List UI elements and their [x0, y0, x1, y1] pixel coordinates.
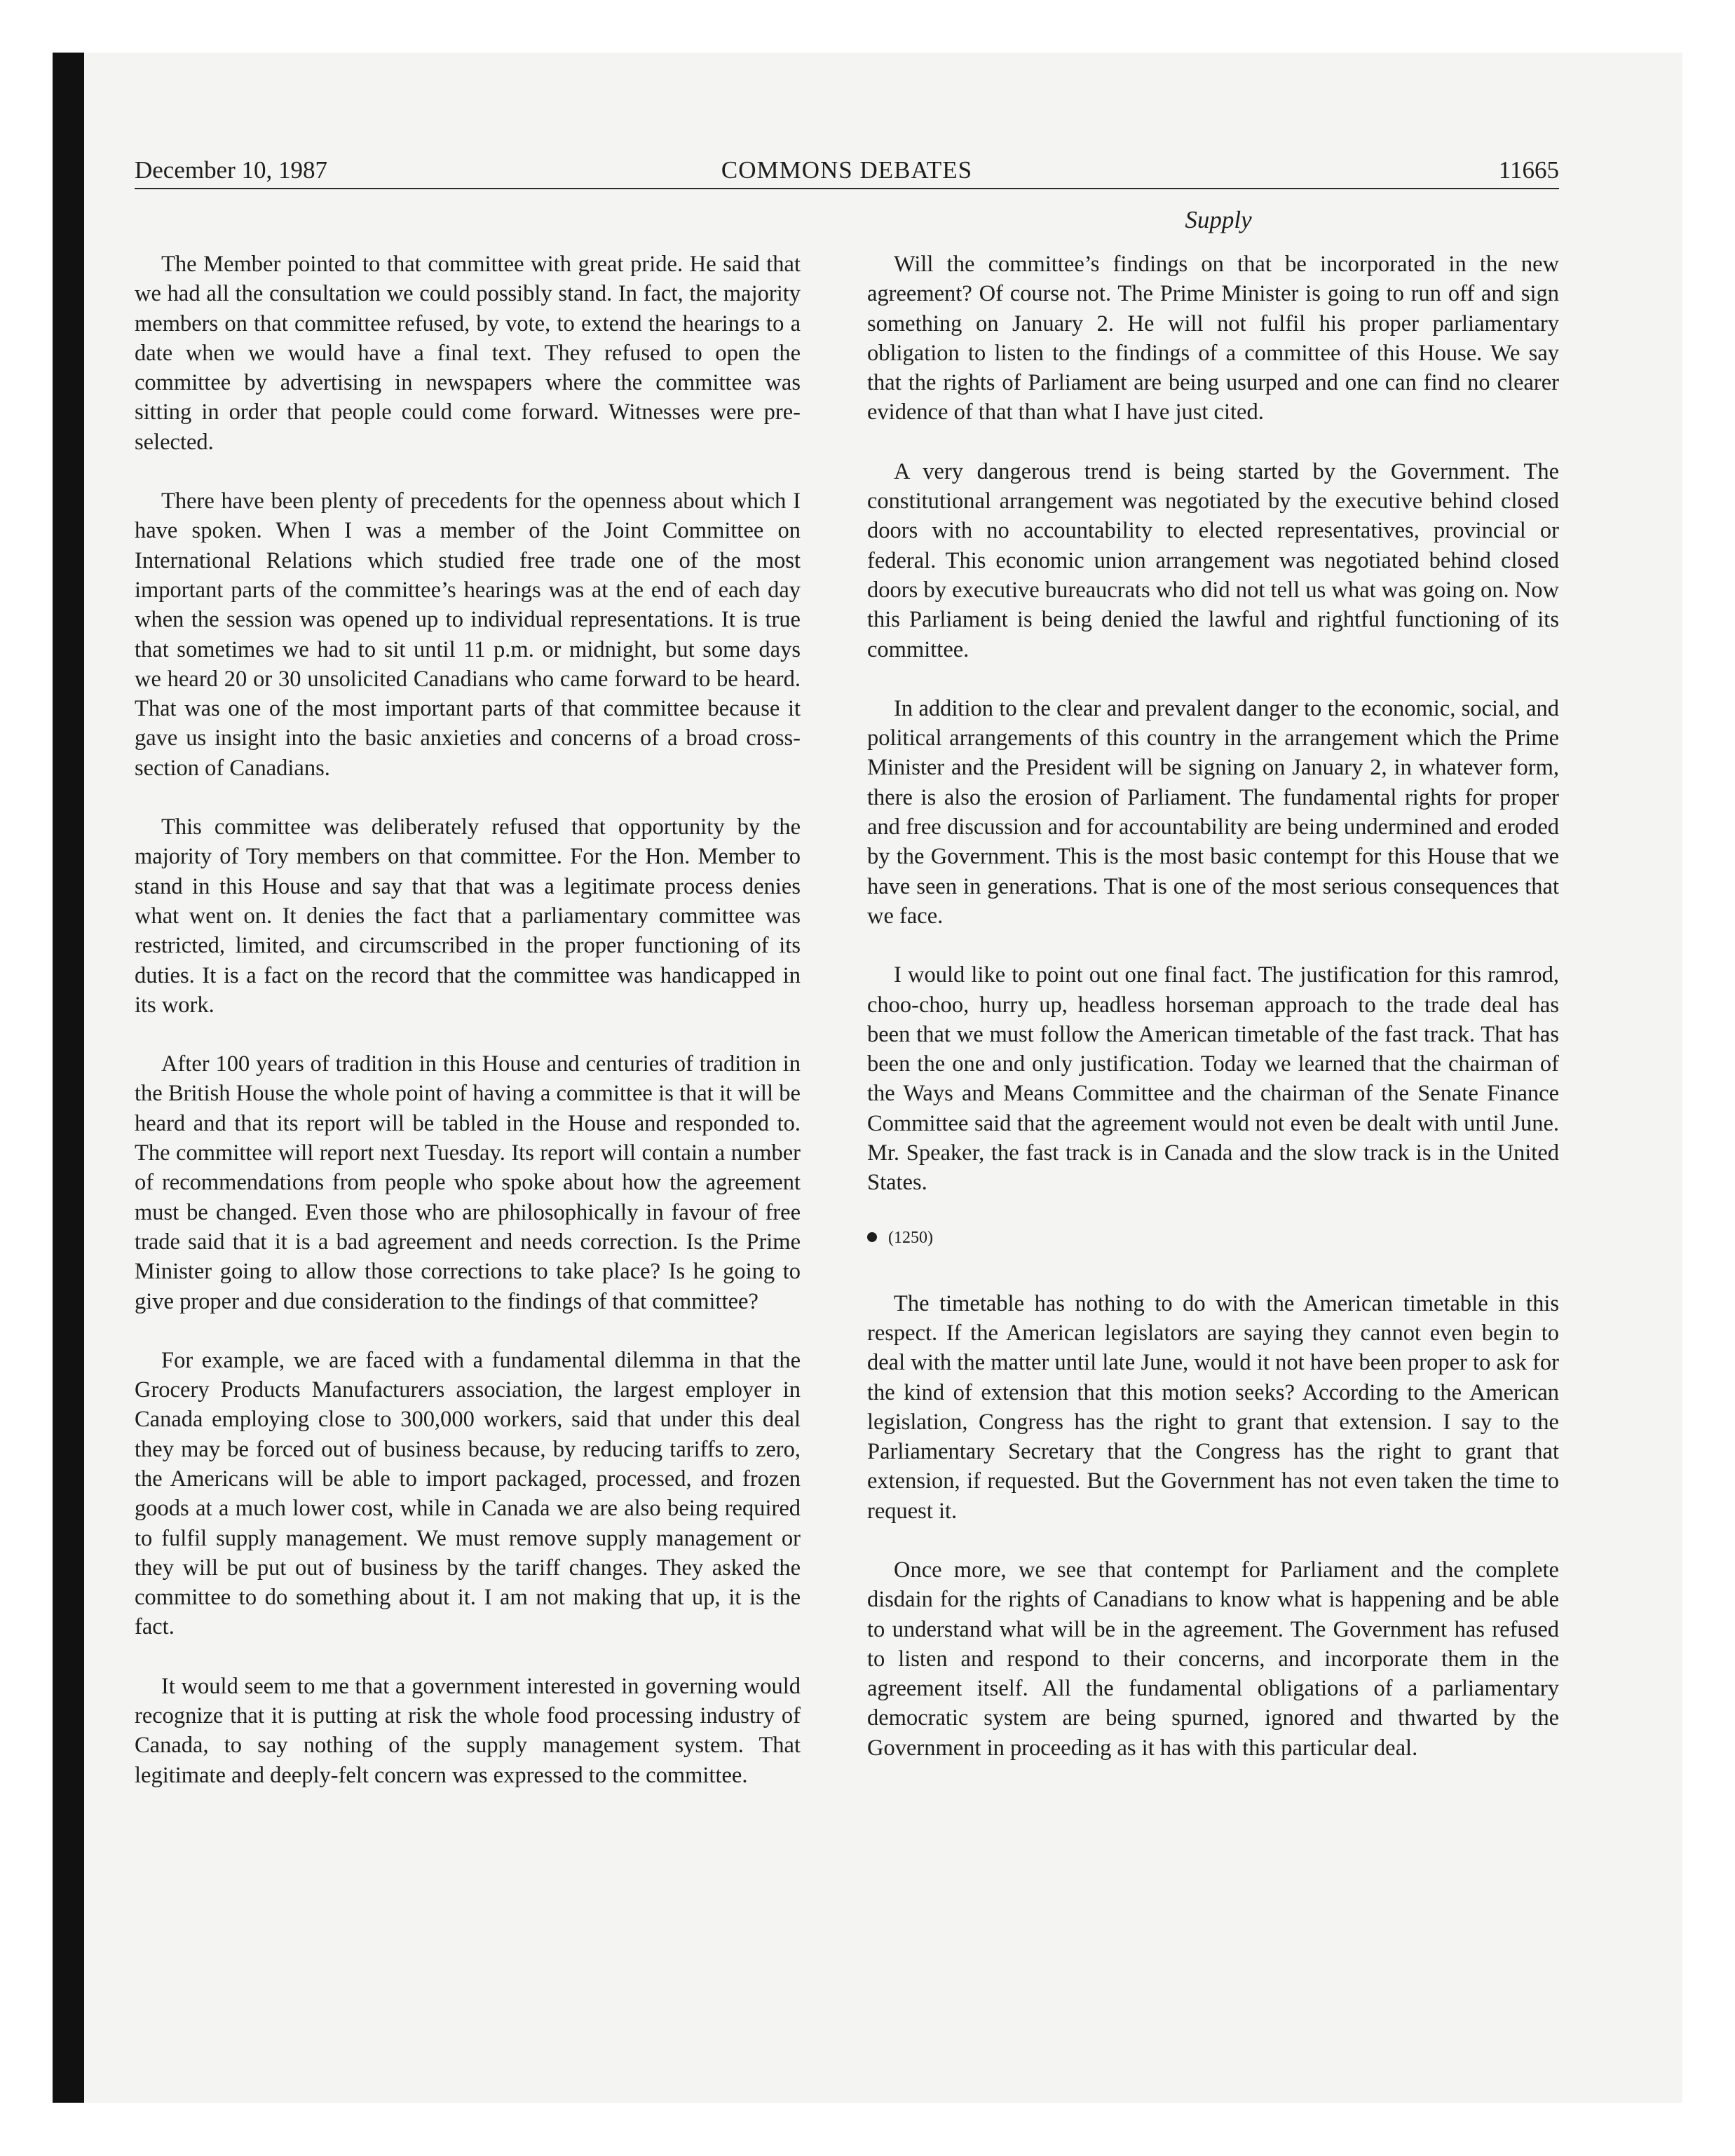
paragraph: For example, we are faced with a fundamental dilemma in that the Grocery Products Manufacturers association, the largest employer in Canada employing close to 300,000 workers, said that under this deal they may be forced out of business because, by reducing tariffs to zero, the Americans will be able to import packaged, processed, and frozen goods at a much lower cost, while in Canada we are also being required to fulfil supply management. We must remove supply management or they will be put out of business by the tariff changes. They asked the committee to do something about it. I am not making that up, it is the fact.: [135, 1347, 801, 1640]
bullet-icon: [867, 1232, 877, 1242]
header-title: COMMONS DEBATES: [721, 156, 973, 184]
paragraph: The timetable has nothing to do with the American timetable in this respect. If the American legislators are saying they cannot even begin to deal with the matter until late June, would it not have been proper to ask for the kind of extension that this motion seeks? According to the American legislation, Congress has the right to grant that extension. I say to the Parliamentary Secretary that the Congress has the right to grant that extension, if requested. But the Government has not even taken the time to request it.: [867, 1290, 1559, 1524]
header-date: December 10, 1987: [135, 156, 328, 184]
section-label: Supply: [1185, 206, 1252, 233]
time-marker: [867, 1227, 1559, 1248]
scan-binding-edge: [53, 53, 84, 2103]
header-rule: [135, 188, 1559, 189]
paragraph: Once more, we see that contempt for Parliament and the complete disdain for the rights of Canadians to know what is happening and be able to understand what will be in the agreement. The Government has refused to listen and respond to their concerns, and incorporate them in the agreement itself. All the fundamental obligations of a parliamentary democratic system are being spurned, ignored and thwarted by the Government in proceeding as it has with this particular deal.: [867, 1557, 1559, 1761]
paragraph: I would like to point out one final fact. The justification for this ramrod, choo-choo, hurry up, headless horseman approach to the trade deal has been that we must follow the American timetable of the fast track. That has been the one and only justification. Today we learned that the chairman of the Ways and Means Committee and the chairman of the Senate Finance Committee said that the agreement would not even be dealt with until June. Mr. Speaker, the fast track is in Canada and the slow track is in the United States.: [867, 962, 1559, 1196]
paragraph: Will the committee’s findings on that be incorporated in the new agreement? Of course not. The Prime Minister is going to run off and sign something on January 2. He will not fulfil his proper parliamentary obligation to listen to the findings of a committee of this House. We say that the rights of Parliament are being usurped and one can find no clearer evidence of that than what I have just cited.: [867, 252, 1559, 425]
left-column: [135, 250, 801, 1820]
paragraph: It would seem to me that a government interested in governing would recognize that it is putting at risk the whole food processing industry of Canada, to say nothing of the supply management system. That legitimate and deeply-felt concern was expressed to the committee.: [135, 1673, 801, 1788]
paragraph: This committee was deliberately refused that opportunity by the majority of Tory members on that committee. For the Hon. Member to stand in this House and say that that was a legitimate process denies what went on. It denies the fact that a parliamentary committee was restricted, limited, and circumscribed in the proper functioning of its duties. It is a fact on the record that the committee was handicapped in its work.: [135, 814, 801, 1018]
header-page-number: 11665: [1498, 156, 1559, 184]
running-header: [135, 156, 1559, 185]
right-column: [867, 250, 1559, 1792]
paragraph: The Member pointed to that committee with great pride. He said that we had all the consultation we could possibly stand. In fact, the majority members on that committee refused, by vote, to extend the hearings to a date when we would have a final text. They refused to open the committee by advertising in newspapers where the committee was sitting in order that people could come forward. Witnesses were pre-selected.: [135, 252, 801, 455]
paragraph: In addition to the clear and prevalent danger to the economic, social, and political arrangements of this country in the arrangement which the Prime Minister and the President will be signing on January 2, in whatever form, there is also the erosion of Parliament. The fundamental rights for proper and free discussion and for accountability are being undermined and eroded by the Government. This is the most basic contempt for this House that we have seen in generations. That is one of the most serious consequences that we face.: [867, 695, 1559, 929]
paragraph: After 100 years of tradition in this House and centuries of tradition in the British House the whole point of having a committee is that it will be heard and that its report will be tabled in the House and responded to. The committee will report next Tuesday. Its report will contain a number of recommendations from people who spoke about how the agreement must be changed. Even those who are philosophically in favour of free trade said that it is a bad agreement and needs correction. Is the Prime Minister going to allow those corrections to take place? Is he going to give proper and due consideration to the findings of that committee?: [135, 1051, 801, 1314]
paragraph: A very dangerous trend is being started by the Government. The constitutional arrangement was negotiated by the executive behind closed doors with no accountability to elected representatives, provincial or federal. This economic union arrangement was negotiated behind closed doors by executive bureaucrats who did not tell us what was going on. Now this Parliament is being denied the lawful and rightful functioning of its committee.: [867, 458, 1559, 662]
time-marker-label: (1250): [888, 1228, 933, 1247]
paragraph: There have been plenty of precedents for the openness about which I have spoken. When I was a member of the Joint Committee on International Relations which studied free trade one of the most important parts of the committee’s hearings was at the end of each day when the session was opened up to individual representations. It is true that sometimes we had to sit until 11 p.m. or midnight, but some days we heard 20 or 30 unsolicited Canadians who came forward to be heard. That was one of the most important parts of that committee because it gave us insight into the basic anxieties and concerns of a broad cross-section of Canadians.: [135, 489, 801, 781]
